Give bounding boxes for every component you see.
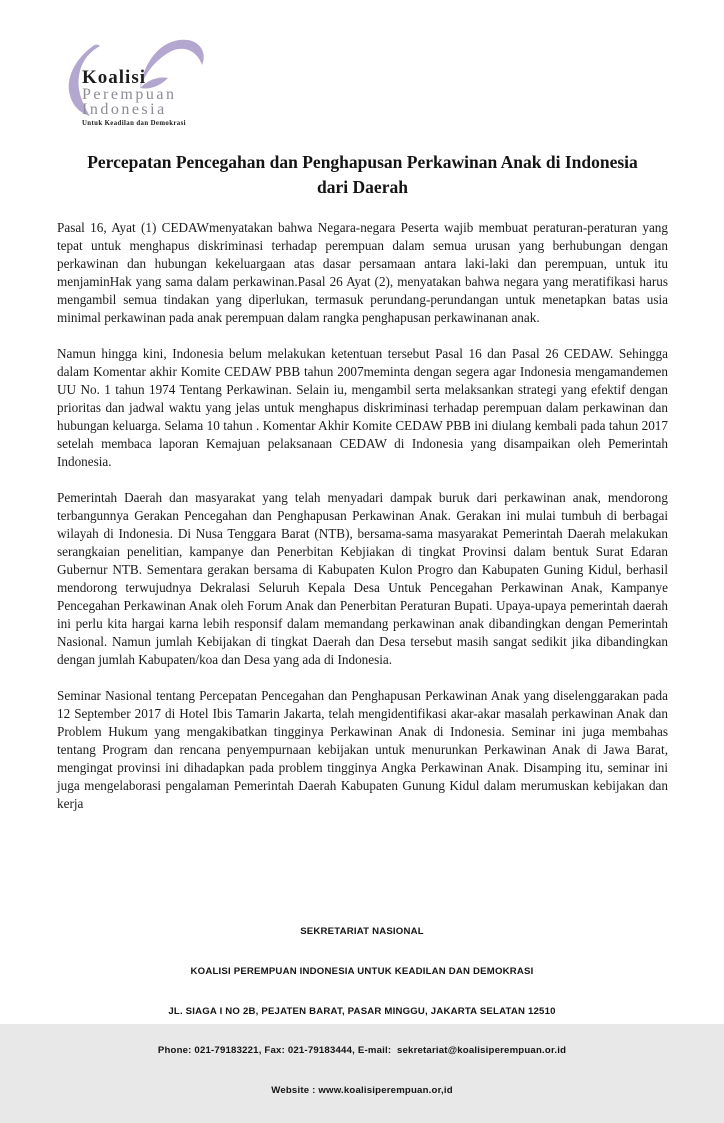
- footer-secretariat-line: SEKRETARIAT NASIONAL: [300, 926, 424, 938]
- org-logo: [62, 28, 237, 138]
- footer-contact-line: Phone: 021-79183221, Fax: 021-79183444, E-mail: sekretariat@koalisiperempuan.or.id: [157, 1045, 567, 1057]
- logo-text: [82, 68, 186, 128]
- logo-name-line3: Indonesia: [82, 101, 167, 118]
- footer-address-line: JL. SIAGA I NO 2B, PEJATEN BARAT, PASAR MINGGU, JAKARTA SELATAN 12510: [168, 1005, 556, 1017]
- paragraph-2: Namun hingga kini, Indonesia belum melakukan ketentuan tersebut Pasal 16 dan Pasal 26 CEDAW. Sehingga dalam Komentar akhir Komite CEDAW PBB tahun 2007meminta dengan segera agar Indonesia mengamandemen UU No. 1 tahun 1974 Tentang Perkawinan. Selain iu, mengambil serta melaksankan strategi yang efektif dengan prioritas dan jadwal waktu yang jelas untuk menghapus diskriminasi terhadap perempuan dalam perkawinan dan hubungan keluarga. Selama 10 tahun . Komentar Akhir Komite CEDAW PBB ini diulang kembali pada tahun 2017 setelah membaca laporan Kemajuan pelaksanaan CEDAW di Indonesia yang disampaikan oleh Pemerintah Indonesia.: [57, 346, 668, 469]
- document-title: [57, 150, 668, 200]
- logo-name-line1: Koalisi: [82, 67, 147, 88]
- footer-website-line: Website : www.koalisiperempuan.or,id: [271, 1084, 453, 1096]
- document-title-line2: dari Daerah: [317, 177, 408, 197]
- document-body: [57, 219, 668, 813]
- logo-tagline: Untuk Keadilan dan Demokrasi: [82, 120, 186, 127]
- paragraph-1: Pasal 16, Ayat (1) CEDAWmenyatakan bahwa Negara-negara Peserta wajib membuat peraturan-peraturan yang tepat untuk menghapus diskriminasi terhadap perempuan dalam semua urusan yang berhubungan dengan perkawinan dan hubungan kekeluargaan atas dasar persamaan antara laki-laki dan perempuan, untuk itu menjaminHak yang sama dalam perkawinan.Pasal 26 Ayat (2), menyatakan bahwa negara yang meratifikasi harus mengambil semua tindakan yang diperlukan, termasuk perundang-perundangan untuk menetapkan batas usia minimal perkawinan pada anak perempuan dalam rangka penghapusan perkawinanan anak.: [57, 220, 668, 325]
- logo-name-line2: Perempuan: [82, 86, 177, 103]
- paragraph-3: Pemerintah Daerah dan masyarakat yang telah menyadari dampak buruk dari perkawinan anak, mendorong terbangunnya Gerakan Pencegahan dan Penghapusan Perkawinan Anak. Gerakan ini mulai tumbuh di berbagai wilayah di Indonesia. Di Nusa Tenggara Barat (NTB), bersama-sama masyarakat Pemerintah Daerah melakukan serangkaian penelitian, kampanye dan Penerbitan Kebjiakan di tingkat Provinsi dalam bentuk Surat Edaran Gubernur NTB. Sementara gerakan bersama di Kabupaten Kulon Progro dan Kabupaten Guning Kidul, berhasil mendorong terwujudnya Dekralasi Seluruh Kepala Desa Untuk Pencegahan Perkawinan Anak, Kampanye Pencegahan Perkawinan Anak oleh Forum Anak dan Penerbitan Peraturan Bupati. Upaya-upaya pemerintah daerah ini perlu kita hargai karna lebih responsif dalam memandang perkawinan anak dibandingkan dengan Pemerintah Nasional. Namun jumlah Kebijakan di tingkat Daerah dan Desa tersebut masih sangat sedikit jika dibandingkan dengan jumlah Kabupaten/koa dan Desa yang ada di Indonesia.: [57, 490, 668, 667]
- paragraph-4: Seminar Nasional tentang Percepatan Pencegahan dan Penghapusan Perkawinan Anak yang diselenggarakan pada 12 September 2017 di Hotel Ibis Tamarin Jakarta, telah mengidentifikasi akar-akar masalah perkawinan Anak dan Problem Hukum yang mengakibatkan tingginya Perkawinan Anak di Indonesia. Seminar ini juga membahas tentang Program dan rencana penyempurnaan kebijakan untuk menurunkan Perkawinan Anak di Jawa Barat, mengingat provinsi ini dihadapkan pada problem tingginya Angka Perkawinan Anak. Disamping itu, seminar ini juga mengelaborasi pengalaman Pemerintah Daerah Kabupaten Gunung Kidul dalam merumuskan kebijakan dan kerja: [57, 688, 668, 811]
- document-title-line1: Percepatan Pencegahan dan Penghapusan Perkawinan Anak di Indonesia: [87, 152, 638, 172]
- footer-org-name-line: KOALISI PEREMPUAN INDONESIA UNTUK KEADILAN DAN DEMOKRASI: [190, 966, 534, 978]
- letterhead-footer: [0, 899, 724, 1123]
